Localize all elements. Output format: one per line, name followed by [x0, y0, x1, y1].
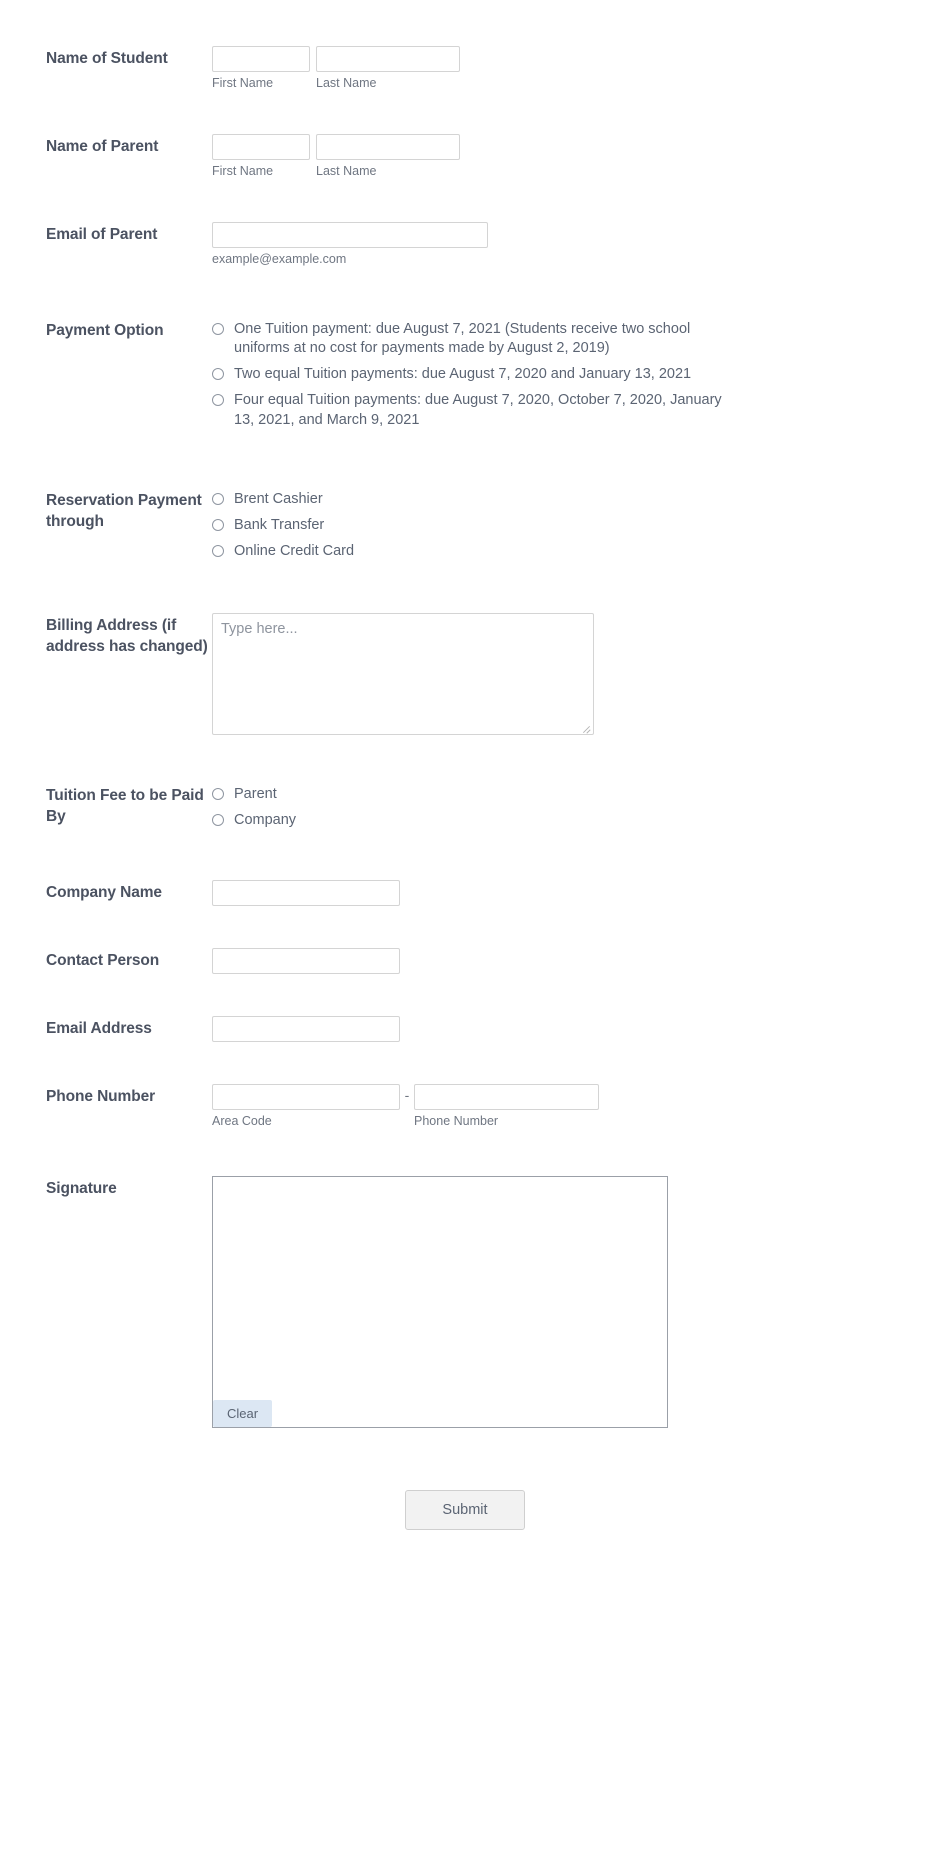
field-row-company-name [0, 830, 930, 906]
field-row-parent-email [0, 178, 930, 266]
payment-option-label-2: Two equal Tuition payments: due August 7, 2020 and January 13, 2021 [234, 366, 692, 383]
payment-option-label-3: Four equal Tuition payments: due August 7, 2020, October 7, 2020, January 13, 2021, and March 9, 2021 [234, 392, 722, 428]
parent-last-name-input[interactable] [316, 134, 460, 160]
tuition-paid-by-radio-2[interactable] [212, 811, 930, 830]
field-row-parent-name [0, 90, 930, 178]
label-parent-name: Name of Parent [46, 138, 159, 155]
billing-address-placeholder: Type here... [221, 621, 298, 637]
payment-option-radio-3[interactable] [212, 391, 930, 429]
field-row-phone-number [0, 1042, 930, 1128]
field-row-reservation-payment [0, 430, 930, 561]
parent-first-name-sublabel: First Name [212, 164, 274, 178]
control-contact-person [212, 948, 930, 974]
parent-last-name-sublabel: Last Name [316, 164, 377, 178]
field-row-signature [0, 1128, 930, 1428]
radio-circle-icon[interactable] [212, 323, 224, 335]
label-payment-option: Payment Option [46, 322, 164, 339]
phone-number-sublabel: Phone Number [414, 1114, 499, 1129]
label-company-name: Company Name [46, 884, 162, 902]
parent-name-inputs [212, 134, 930, 178]
label-billing-address: Billing Address (if address has changed) [46, 617, 208, 655]
student-name-inputs [212, 46, 930, 90]
parent-last-name-group [316, 134, 460, 178]
parent-first-name-input[interactable] [212, 134, 310, 160]
control-billing-address [212, 613, 930, 735]
tuition-paid-by-label-1: Parent [234, 786, 277, 802]
field-row-tuition-paid-by [0, 735, 930, 830]
label-contact-person: Contact Person [46, 952, 160, 970]
reservation-payment-label-3: Online Credit Card [234, 542, 355, 559]
radio-circle-icon[interactable] [212, 394, 224, 406]
field-row-contact-person [0, 906, 930, 974]
reservation-payment-radio-1[interactable] [212, 490, 930, 509]
parent-first-name-group [212, 134, 310, 178]
label-email-address: Email Address [46, 1020, 152, 1038]
company-name-input[interactable] [212, 880, 400, 906]
clear-signature-button[interactable]: Clear [213, 1400, 272, 1427]
student-last-name-sublabel: Last Name [316, 76, 377, 90]
control-signature [212, 1176, 930, 1428]
tuition-paid-by-radio-1[interactable] [212, 785, 930, 804]
phone-number-inputs [212, 1084, 930, 1128]
control-parent-email [212, 222, 930, 266]
phone-area-code-sublabel: Area Code [212, 1114, 272, 1129]
control-reservation-payment [212, 488, 930, 561]
radio-circle-icon[interactable] [212, 493, 224, 505]
reservation-payment-radio-3[interactable] [212, 542, 930, 561]
contact-person-input[interactable] [212, 948, 400, 974]
radio-circle-icon[interactable] [212, 788, 224, 800]
control-company-name [212, 880, 930, 906]
phone-number-group [414, 1084, 599, 1128]
phone-separator: - [404, 1087, 410, 1104]
billing-address-textarea[interactable] [212, 613, 594, 735]
radio-circle-icon[interactable] [212, 545, 224, 557]
phone-number-input[interactable] [414, 1084, 599, 1110]
payment-option-radio-2[interactable] [212, 365, 930, 384]
parent-email-input[interactable] [212, 222, 488, 248]
student-first-name-input[interactable] [212, 46, 310, 72]
resize-grip-icon[interactable] [582, 723, 591, 732]
control-payment-option [212, 318, 930, 430]
student-last-name-group [316, 46, 460, 90]
reservation-payment-radio-group [212, 488, 930, 561]
control-student-name [212, 46, 930, 90]
payment-option-radio-1[interactable] [212, 320, 930, 358]
parent-email-sublabel: example@example.com [212, 252, 347, 266]
field-row-billing-address [0, 561, 930, 735]
payment-option-radio-group [212, 318, 930, 430]
field-row-email-address [0, 974, 930, 1042]
label-phone-number: Phone Number [46, 1088, 156, 1106]
signature-pad[interactable] [212, 1176, 668, 1428]
control-email-address [212, 1016, 930, 1042]
tuition-paid-by-label-2: Company [234, 812, 297, 829]
label-student-name: Name of Student [46, 50, 168, 67]
phone-area-code-group [212, 1084, 400, 1128]
label-reservation-payment: Reservation Payment through [46, 491, 202, 530]
radio-circle-icon[interactable] [212, 814, 224, 826]
label-tuition-paid-by: Tuition Fee to be Paid By [46, 787, 204, 825]
radio-circle-icon[interactable] [212, 519, 224, 531]
field-row-student-name [0, 0, 930, 90]
control-phone-number [212, 1084, 930, 1128]
student-last-name-input[interactable] [316, 46, 460, 72]
label-signature: Signature [46, 1180, 117, 1198]
submit-row [0, 1428, 930, 1530]
control-tuition-paid-by [212, 783, 930, 830]
tuition-paid-by-radio-group [212, 783, 930, 830]
email-address-input[interactable] [212, 1016, 400, 1042]
reservation-payment-label-1: Brent Cashier [234, 490, 323, 507]
control-parent-name [212, 134, 930, 178]
label-parent-email: Email of Parent [46, 226, 158, 243]
field-row-payment-option [0, 266, 930, 430]
student-first-name-group [212, 46, 310, 90]
phone-area-code-input[interactable] [212, 1084, 400, 1110]
submit-button[interactable]: Submit [405, 1490, 524, 1530]
payment-option-label-1: One Tuition payment: due August 7, 2021 (Students receive two school uniforms at no cost for payments made by August 2, 2019) [234, 321, 691, 357]
radio-circle-icon[interactable] [212, 368, 224, 380]
reservation-payment-radio-2[interactable] [212, 516, 930, 535]
reservation-payment-label-2: Bank Transfer [234, 516, 325, 533]
student-first-name-sublabel: First Name [212, 76, 274, 90]
